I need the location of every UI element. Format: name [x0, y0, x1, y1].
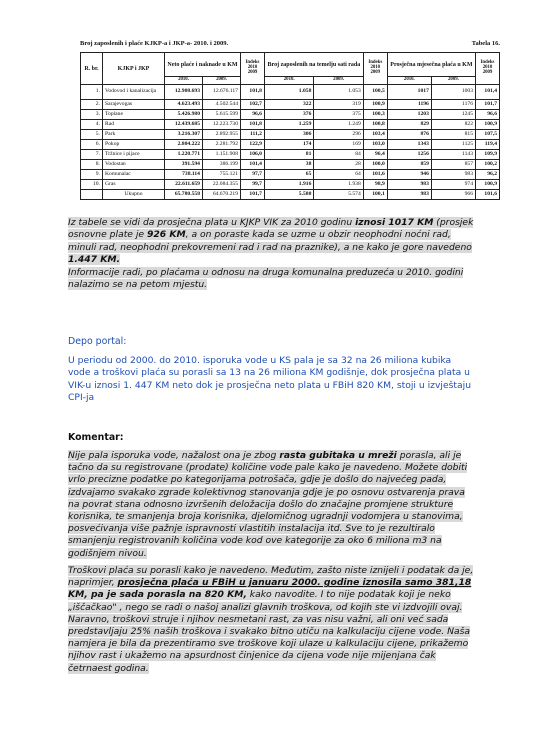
text-bold: iznosi 1017 KM: [355, 217, 434, 228]
text: na povrat stana odnosno izvršenih deložacija došlo do značajne promjene strukture: [68, 498, 454, 510]
text: osnovne plate je: [68, 229, 147, 241]
broj-2009: 1.249: [314, 120, 363, 130]
text-bold: 1.447 KM.: [68, 254, 121, 266]
index-1: 102,7: [240, 100, 264, 110]
index-2: 98,9: [363, 180, 387, 190]
text: kako navodite. I to nije podatak koji je neko: [246, 589, 451, 601]
prosj-2010: 876: [387, 130, 431, 140]
prosj-2009: 1143: [431, 150, 475, 160]
prosj-2010: 946: [387, 170, 431, 180]
neto-2009: 2.281.792: [202, 140, 240, 150]
neto-2009: 5.615.599: [202, 110, 240, 120]
row-number: 6.: [81, 140, 103, 150]
prosj-2010: 1196: [387, 100, 431, 110]
table-row: [81, 100, 500, 110]
employees-salaries-table: [80, 52, 500, 200]
row-name: Ukupno: [103, 190, 165, 200]
prosj-2010: 1343: [387, 140, 431, 150]
text: Informacije radi, po plaćama u odnosu na druga komunalna preduzeća u 2010. godini: [68, 266, 464, 278]
index-1: 101,8: [240, 120, 264, 130]
text: vrlo precizne podatke po kategorijama potrošača, gdje je došlo do najvećeg pada,: [68, 474, 447, 486]
prosj-2009: 815: [431, 130, 475, 140]
depo-portal-heading: Depo portal:: [68, 336, 127, 347]
year-2009: 2009.: [202, 77, 240, 85]
row-name: Toplane: [103, 110, 165, 120]
index-3: 101,6: [476, 190, 500, 200]
broj-2010: 38: [264, 160, 313, 170]
index-3: 101,4: [476, 85, 500, 100]
neto-2010: 12.439.685: [165, 120, 203, 130]
prosj-2009: 1003: [431, 85, 475, 100]
row-name: Vodostan: [103, 160, 165, 170]
index-2: 100,8: [363, 120, 387, 130]
text: smanjenju registrovanih količina vode kod ove kategorije za oko 6 miliona m3 na: [68, 535, 442, 547]
broj-2009: 296: [314, 130, 363, 140]
text: vode a troškovi plaća su porasli sa 13 na 26 miliona KM godišnje, dok prosječna plata u: [68, 367, 470, 379]
prosj-2009: 1245: [431, 110, 475, 120]
index-3: 109,9: [476, 150, 500, 160]
col-idx3: Indeks 2010 2009: [476, 53, 500, 85]
neto-2009: 2.892.955: [202, 130, 240, 140]
row-number: 5.: [81, 130, 103, 140]
broj-2010: 174: [264, 140, 313, 150]
index-2: 100,0: [363, 160, 387, 170]
neto-2009: 4.502.544: [202, 100, 240, 110]
table-row: [81, 180, 500, 190]
prosj-2010: 859: [387, 160, 431, 170]
neto-2010: 2.804.222: [165, 140, 203, 150]
neto-2010: 391.594: [165, 160, 203, 170]
broj-2010: 322: [264, 100, 313, 110]
komentar-heading: Komentar:: [68, 432, 124, 443]
col-neto: Neto plaće i naknade u KM: [165, 53, 241, 77]
komentar-paragraph-2: [68, 565, 501, 675]
text: tačno da su registrovane (prodate) količine vode pale kako je navedeno. Možete dobiti: [68, 462, 468, 474]
broj-2010: 306: [264, 130, 313, 140]
neto-2009: 12.676.117: [202, 85, 240, 100]
table-header-line: [80, 40, 500, 52]
text: minuli rad, neophodni prekovremeni rad i rad na praznike), a ne kako je gore navedeno: [68, 241, 472, 253]
col-idx1: Indeks 2010 2009: [240, 53, 264, 85]
row-number: 1.: [81, 85, 103, 100]
depo-portal-paragraph: [68, 355, 501, 405]
row-number: 8.: [81, 160, 103, 170]
table-title: Broj zaposlenih i plaće KJKP-a i JKP-a- 2010. i 2009.: [80, 40, 229, 47]
broj-2010: 376: [264, 110, 313, 120]
index-1: 96,6: [240, 110, 264, 120]
row-number: 2.: [81, 100, 103, 110]
index-2: 100,3: [363, 110, 387, 120]
text: Troškovi plaća su porasli kako je navedeno. Međutim, zašto niste iznijeli i podatak da je,: [68, 565, 474, 576]
table-row: [81, 120, 500, 130]
prosj-2009: 1125: [431, 140, 475, 150]
table-row: [81, 110, 500, 120]
row-name: Pokop: [103, 140, 165, 150]
index-2: 96,4: [363, 150, 387, 160]
row-number: 4.: [81, 120, 103, 130]
index-3: 101,7: [476, 100, 500, 110]
index-3: 96,6: [476, 110, 500, 120]
index-3: 107,5: [476, 130, 500, 140]
table-commentary-paragraph: [68, 217, 501, 291]
prosj-2009: 974: [431, 180, 475, 190]
broj-2009: 64: [314, 170, 363, 180]
broj-2010: 81: [264, 150, 313, 160]
neto-2009: 1.151.908: [202, 150, 240, 160]
neto-2010: 5.426.980: [165, 110, 203, 120]
index-3: 96,2: [476, 170, 500, 180]
year-2010: 2010.: [387, 77, 431, 85]
index-1: 97,7: [240, 170, 264, 180]
row-name: Tržnice i pijace: [103, 150, 165, 160]
text: Naravno, troškovi struje i njihov nesmetani rast, za vas nisu važni, ali oni već sada: [68, 613, 449, 625]
col-rbr: R. br.: [81, 53, 103, 85]
text: „iščačkao" , nego se radi o našoj analizi glavnih troškova, od kojih ste vi izdvojili ovaj.: [68, 601, 463, 613]
col-prosj: Prosječna mjesečna plaća u KM: [387, 53, 475, 77]
index-1: 99,7: [240, 180, 264, 190]
neto-2010: 3.216.307: [165, 130, 203, 140]
prosj-2009: 822: [431, 120, 475, 130]
row-number: 9.: [81, 170, 103, 180]
neto-2009: 755.121: [202, 170, 240, 180]
row-name: Vodovod i kanalizacija: [103, 85, 165, 100]
col-name: KJKP i JKP: [103, 53, 165, 85]
index-1: 111,2: [240, 130, 264, 140]
broj-2009: 169: [314, 140, 363, 150]
text: posvećivanja više pažnje ispravnosti vlastitih instalacija itd. Sve to je rezultiralo: [68, 523, 435, 535]
broj-2010: 1.058: [264, 85, 313, 100]
text: izdvajamo svakako zgrade kolektivnog stanovanja gdje je po osnovu ostvarenja prava: [68, 486, 465, 498]
text: četrnaest godina.: [68, 662, 149, 674]
index-3: 100,9: [476, 180, 500, 190]
broj-2009: 375: [314, 110, 363, 120]
row-name: Gras: [103, 180, 165, 190]
komentar-paragraph-1: [68, 450, 501, 560]
row-name: Rad: [103, 120, 165, 130]
prosj-2010: 1256: [387, 150, 431, 160]
text-bold: KM, pa je sada porasla na 820 KM,: [68, 589, 247, 601]
prosj-2010: 1203: [387, 110, 431, 120]
prosj-2009: 857: [431, 160, 475, 170]
row-name: Komunalac: [103, 170, 165, 180]
text: njihov rast i ukažemo na apsurdnost činjenice da cijena vode nije mijenjana čak: [68, 650, 436, 662]
table-row: [81, 170, 500, 180]
text-bold: 926 KM: [147, 229, 186, 241]
text: nalazimo se na petom mjestu.: [68, 279, 208, 291]
broj-2009: 1.938: [314, 180, 363, 190]
index-3: 119,4: [476, 140, 500, 150]
text: VIK-u iznosi 1. 447 KM neto dok je prosječna neto plata u FBiH 820 KM, stoji u izvještaju: [68, 379, 472, 391]
row-number: 7.: [81, 150, 103, 160]
neto-2010: 4.623.493: [165, 100, 203, 110]
text: U periodu od 2000. do 2010. isporuka vode u KS pala je sa 32 na 26 miliona kubika: [68, 355, 452, 366]
prosj-2010: 983: [387, 180, 431, 190]
row-number: 10.: [81, 180, 103, 190]
prosj-2009: 966: [431, 190, 475, 200]
row-name: Sarajevogas: [103, 100, 165, 110]
text: Nije pala isporuka vode, nažalost ona je zbog: [68, 450, 280, 461]
neto-2010: 65.780.558: [165, 190, 203, 200]
index-1: 101,7: [240, 190, 264, 200]
index-2: 100,9: [363, 100, 387, 110]
text: (prosjek: [433, 217, 474, 228]
index-2: 103,4: [363, 130, 387, 140]
index-1: 101,8: [240, 85, 264, 100]
text: , a on poraste kada se uzme u obzir neophodni noćni rad,: [185, 229, 451, 241]
index-2: 101,6: [363, 170, 387, 180]
index-2: 100,5: [363, 85, 387, 100]
neto-2010: 1.220.771: [165, 150, 203, 160]
index-3: 100,9: [476, 120, 500, 130]
scanned-table-block: [80, 40, 500, 200]
index-2: 100,1: [363, 190, 387, 200]
year-2010: 2010.: [165, 77, 203, 85]
text: korisnika, te smanjenja broja korisnika, djelomičnog ugradnji vodomjera u stanovima,: [68, 511, 463, 523]
broj-2010: 5.580: [264, 190, 313, 200]
text: porasla, ali je: [396, 450, 462, 461]
text: namjera je bila da prezentiramo sve troškove koji ulaze u kalkulaciju cijene, prikažemo: [68, 638, 469, 650]
text-bold: rasta gubitaka u mreži: [279, 450, 397, 461]
broj-2009: 1.053: [314, 85, 363, 100]
table-row: [81, 130, 500, 140]
text: predstavljaju 25% naših troškova i svakako bitno utiču na kalkulaciju cijene vode. Naša: [68, 626, 471, 638]
index-1: 106,0: [240, 150, 264, 160]
neto-2009: 64.670.219: [202, 190, 240, 200]
year-2009: 2009.: [431, 77, 475, 85]
table-row: [81, 150, 500, 160]
col-idx2: Indeks 2010 2009: [363, 53, 387, 85]
broj-2009: 84: [314, 150, 363, 160]
index-2: 103,0: [363, 140, 387, 150]
neto-2009: 22.084.355: [202, 180, 240, 190]
broj-2010: 65: [264, 170, 313, 180]
table-number: Tabela 16.: [471, 40, 500, 47]
year-2010: 2010.: [264, 77, 313, 85]
broj-2010: 1.259: [264, 120, 313, 130]
index-1: 122,9: [240, 140, 264, 150]
neto-2010: 12.908.693: [165, 85, 203, 100]
neto-2010: 738.114: [165, 170, 203, 180]
year-2009: 2009.: [314, 77, 363, 85]
prosj-2010: 983: [387, 190, 431, 200]
row-number: 3.: [81, 110, 103, 120]
neto-2009: 386.199: [202, 160, 240, 170]
table-row: [81, 190, 500, 200]
index-1: 101,4: [240, 160, 264, 170]
text: Iz tabele se vidi da prosječna plata u KJKP VIK za 2010 godinu: [68, 217, 356, 228]
prosj-2010: 829: [387, 120, 431, 130]
text-bold-underlined: prosječna plaća u FBiH u januaru 2000. godine iznosila samo 381,18: [117, 577, 472, 589]
text: godišnjem nivou.: [68, 547, 147, 559]
table-row: [81, 85, 500, 100]
text: naprimjer,: [68, 577, 118, 589]
col-broj: Broj zaposlenih na temelju sati rada: [264, 53, 363, 77]
neto-2009: 12.223.730: [202, 120, 240, 130]
row-number: [81, 190, 103, 200]
prosj-2009: 1176: [431, 100, 475, 110]
neto-2010: 22.611.659: [165, 180, 203, 190]
prosj-2009: 983: [431, 170, 475, 180]
broj-2009: 319: [314, 100, 363, 110]
broj-2010: 1.916: [264, 180, 313, 190]
prosj-2010: 1017: [387, 85, 431, 100]
broj-2009: 28: [314, 160, 363, 170]
table-row: [81, 140, 500, 150]
index-3: 100,2: [476, 160, 500, 170]
text: CPI-ja: [68, 392, 95, 404]
table-row: [81, 160, 500, 170]
broj-2009: 5.574: [314, 190, 363, 200]
row-name: Park: [103, 130, 165, 140]
